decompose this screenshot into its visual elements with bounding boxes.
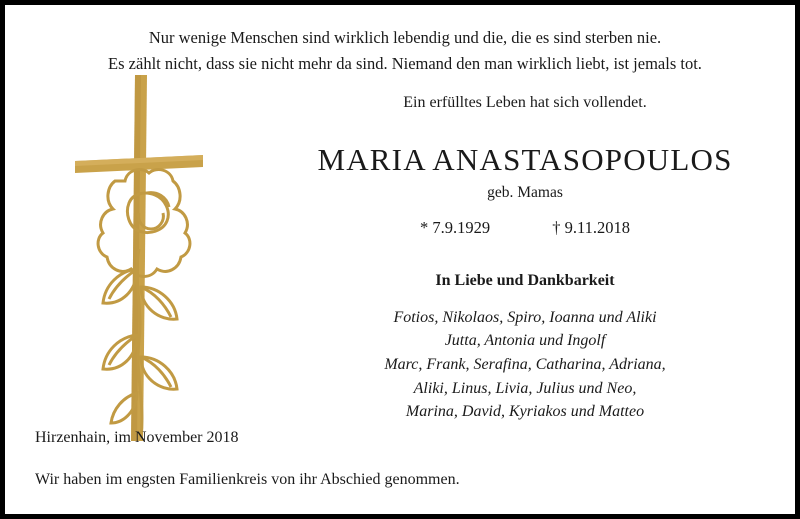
survivor-line: Jutta, Antonia und Ingolf (444, 332, 606, 350)
survivor-line: Aliki, Linus, Livia, Julius und Neo, (413, 379, 637, 397)
quote-line-2: Es zählt nicht, dass sie nicht mehr da sind. Niemand den man wirklich liebt, ist jemals tot. (108, 53, 702, 73)
quote-line-1: Nur wenige Menschen sind wirklich lebendig und die, die es sind sterben nie. (148, 28, 662, 47)
deceased-name: MARIA ANASTASOPOULOS (317, 141, 733, 177)
place-and-date: Hirzenhain, im November 2018 (35, 429, 239, 446)
dedication-line: In Liebe und Dankbarkeit (435, 271, 615, 289)
memorial-quote (5, 25, 800, 76)
survivors-list (255, 306, 795, 424)
memorial-text-block (255, 93, 795, 424)
life-dates (255, 218, 795, 238)
maiden-name: geb. Mamas (487, 183, 563, 201)
survivor-line: Fotios, Nikolaos, Spiro, Ioanna und Aliki (393, 308, 657, 326)
survivor-line: Marc, Frank, Serafina, Catharina, Adriana, (384, 356, 666, 374)
cross-with-rose-icon (63, 73, 263, 443)
footer-block (35, 426, 775, 492)
survivor-line: Marina, David, Kyriakos und Matteo (405, 403, 645, 421)
funeral-note: Wir haben im engsten Familienkreis von ihr Abschied genommen. (35, 471, 460, 488)
intro-line: Ein erfülltes Leben hat sich vollendet. (403, 94, 647, 111)
death-date: † 9.11.2018 (552, 217, 630, 237)
birth-date: * 7.9.1929 (419, 217, 491, 237)
